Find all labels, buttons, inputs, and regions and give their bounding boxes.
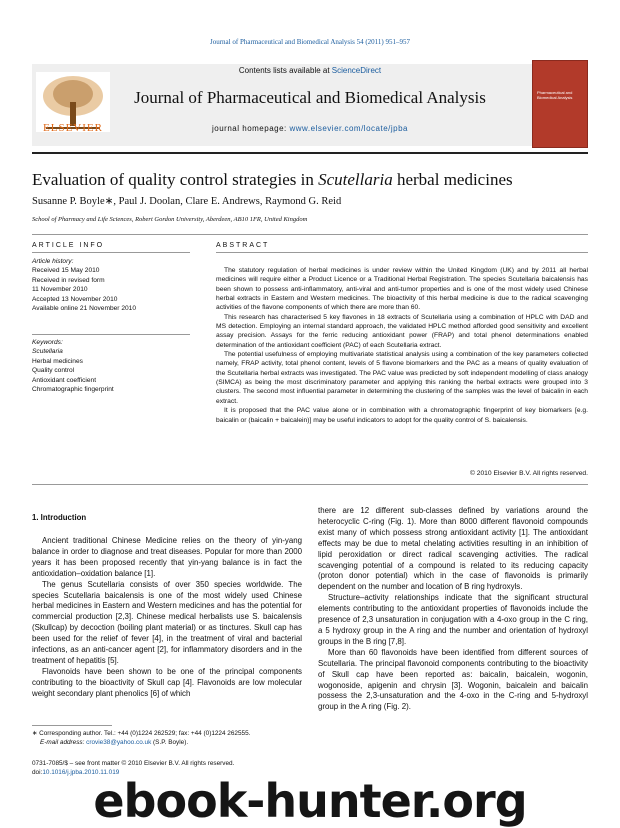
- title-part-2: herbal medicines: [392, 170, 513, 189]
- journal-title: Journal of Pharmaceutical and Biomedical Analysis: [134, 88, 486, 107]
- abstract-paragraph: This research has characterised 5 key flavones in 18 extracts of Scutellaria using a combination of HPLC with DAD and MS detection. Employing an internal standard approach, the validated HPLC method afforded good sensitivity and excellent assay precision. Assays for the ferric reducing antioxidant power (FRAP) and total phenol determinations enabled determination of the antioxidant coefficient (PAC) of each Scutellaria extract.: [216, 313, 588, 349]
- doi-label: doi:: [32, 768, 43, 776]
- abstract-rule: [216, 252, 588, 253]
- body-paragraph: there are 12 different sub-classes defined by variations around the heterocyclic C-ring (Fig. 1). More than 8000 different flavonoid compounds exist many of which possess strong antioxidant activity [1]. The antioxidant effects may be due to metal chelating activities resulting in an inhibition of lipid peroxidation or direct radical scavenging activities. The radical scavenging potential of a compound is related to its reducing capacity (proton donor potential) which in the case of flavonoids is primarily dependent on the number and location of B ring hydroxyls.: [318, 506, 588, 592]
- journal-citation[interactable]: Journal of Pharmaceutical and Biomedical Analysis 54 (2011) 951–957: [210, 38, 410, 46]
- title-part-italic: Scutellaria: [318, 170, 393, 189]
- abstract-paragraph: It is proposed that the PAC value alone or in combination with a chromatographic fingerprint of key biomarkers [e.g. baicalin or (baicalin + baicalein)] may be useful indicators to adopt for the quality control of S. baicalensis.: [216, 407, 588, 424]
- article-title: [32, 170, 592, 190]
- journal-homepage: [0, 124, 620, 133]
- email-label: E-mail address:: [40, 738, 87, 746]
- homepage-link[interactable]: www.elsevier.com/locate/jpba: [289, 124, 408, 133]
- author-list: Susanne P. Boyle∗, Paul J. Doolan, Clare E. Andrews, Raymond G. Reid: [32, 196, 342, 207]
- history-line: Accepted 13 November 2010: [32, 295, 118, 303]
- body-paragraph: More than 60 flavonoids have been identified from different sources of Scutellaria. The principal flavonoid components contributing to the bioactivity of Skull cap have been reported as: baicalin, baicalein, wogonin, wogonoside, apigenin and chrysin [3]. Wogonin, baicalein and baicalin possess the 2,3-unsaturation and the 4-oxo in the C-ring and 5-hydroxyl group in the A ring (Fig. 2).: [318, 647, 588, 712]
- body-paragraph: Ancient traditional Chinese Medicine relies on the theory of yin-yang balance in order to diagnose and treat diseases. Popular for more than 2000 years it has been proposed recently that yin-yang balance is in fact the antioxidation–oxidation balance [1].: [32, 536, 302, 578]
- history-line: Received in revised form: [32, 276, 105, 284]
- keyword: Herbal medicines: [32, 357, 83, 365]
- body-column-right: [318, 506, 588, 713]
- watermark-text: ebook-hunter.org: [93, 774, 527, 828]
- header-rule: [32, 152, 588, 154]
- issn-line: 0731-7085/$ – see front matter © 2010 Elsevier B.V. All rights reserved.: [32, 760, 235, 767]
- elsevier-wordmark: ELSEVIER: [43, 122, 103, 134]
- body-paragraph: Structure–activity relationships indicate that the significant structural elements contributing to the antioxidant properties of flavonoids include the presence of 2,3 unsaturation in conjugation with a 4-oxo group in the C ring, a 5 hydroxy group in the A ring and the number and orientation of hydroxyl groups in the B ring [7,8].: [318, 593, 588, 646]
- cover-title: Pharmaceutical and Biomedical Analysis: [537, 90, 573, 100]
- history-label: Article history:: [32, 258, 74, 265]
- keyword: Scutellaria: [32, 348, 63, 356]
- contents-line: [0, 66, 620, 75]
- title-rule: [32, 234, 588, 235]
- sciencedirect-link[interactable]: ScienceDirect: [331, 66, 382, 75]
- keywords-label: Keywords:: [32, 339, 63, 346]
- affiliation: School of Pharmacy and Life Sciences, Robert Gordon University, Aberdeen, AB10 1FR, United Kingdom: [32, 216, 308, 223]
- abstract-end-rule: [32, 484, 588, 485]
- keyword: Antioxidant coefficient: [32, 376, 97, 384]
- abstract-heading: ABSTRACT: [216, 242, 270, 249]
- abstract-paragraph: The potential usefulness of employing multivariate statistical analysis using a combination of the key parameters collected namely, FRAP activity, total phenol content, levels of 5 flavone biomarkers and the PAC as a means of quality evaluation of the Scutellaria herbal extracts was investigated. The PAC value was predicted by soft independent modelling of class analogy (SIMCA) as being the most discriminatory parameter and applying this ranking the herbal extracts were grouped into 3 clusters. The second most influential parameter in determining the clustering of the samples was the level of baicalin in each extract.: [216, 351, 588, 405]
- keyword: Quality control: [32, 367, 75, 375]
- footnote-corresponding: [32, 730, 302, 747]
- keyword: Chromatographic fingerprint: [32, 386, 114, 394]
- email-suffix: (S.P. Boyle).: [151, 738, 189, 746]
- body-column-left: [32, 536, 302, 700]
- copyright-notice: © 2010 Elsevier B.V. All rights reserved.: [469, 470, 588, 477]
- article-history: [32, 257, 190, 313]
- body-paragraph: Flavonoids have been shown to be one of the principal components contributing to the bioactivity of Skull cap [4]. Flavonoids are low molecular weight secondary plant phenolics [6] of which: [32, 666, 302, 698]
- title-part-1: Evaluation of quality control strategies in: [32, 170, 319, 189]
- corresponding-author: ∗ Corresponding author. Tel.: +44 (0)1224 262529; fax: +44 (0)1224 262555.: [32, 730, 251, 737]
- contents-prefix: Contents lists available at: [238, 66, 332, 75]
- email-link[interactable]: crovie38@yahoo.co.uk: [86, 738, 152, 746]
- keywords-block: [32, 338, 190, 394]
- section-heading-introduction: 1. Introduction: [32, 513, 87, 522]
- history-line: Available online 21 November 2010: [32, 305, 136, 313]
- homepage-prefix: journal homepage:: [212, 124, 290, 133]
- abstract-text: [216, 266, 588, 425]
- footnote-rule: [32, 725, 112, 726]
- info-rule: [32, 252, 190, 253]
- abstract-paragraph: The statutory regulation of herbal medicines is under review within the United Kingdom (UK) and by 2011 all herbal medicines will require either a Product Licence or a Traditional Herbal Registration. The species Scutellaria baicalensis has been shown to possess anti-inflammatory, anti-viral and anti-tumor properties and is one of the most widely used Chinese herbal extracts in Eastern and Western medicines. The bioactivity of this herbal medicine is due to the radical scavenging activities of the flavone components of which there are more than 60.: [216, 267, 588, 312]
- history-line: 11 November 2010: [32, 286, 88, 294]
- article-info-heading: ARTICLE INFO: [32, 242, 105, 249]
- body-paragraph: The genus Scutellaria consists of over 350 species worldwide. The species Scutellaria baicalensis is one of the most widely used Chinese herbal medicines in Eastern and Western medicines and has the potential for commercial production [2,3]. Chinese medical herbalists use S. baicalensis (Skullcap) by decoction (boiling plant material) or as tinctures. Skull cap has been used for the relief of fever [4], in the treatment of viral and bacterial infections, as an anti-cancer agent [2], for inflammatory disorders and in the treatment of hepatitis [5].: [32, 579, 302, 665]
- journal-cover-image: [532, 60, 588, 148]
- history-rule: [32, 334, 190, 335]
- history-line: Received 15 May 2010: [32, 267, 100, 275]
- doi-link[interactable]: 10.1016/j.jpba.2010.11.019: [42, 768, 120, 776]
